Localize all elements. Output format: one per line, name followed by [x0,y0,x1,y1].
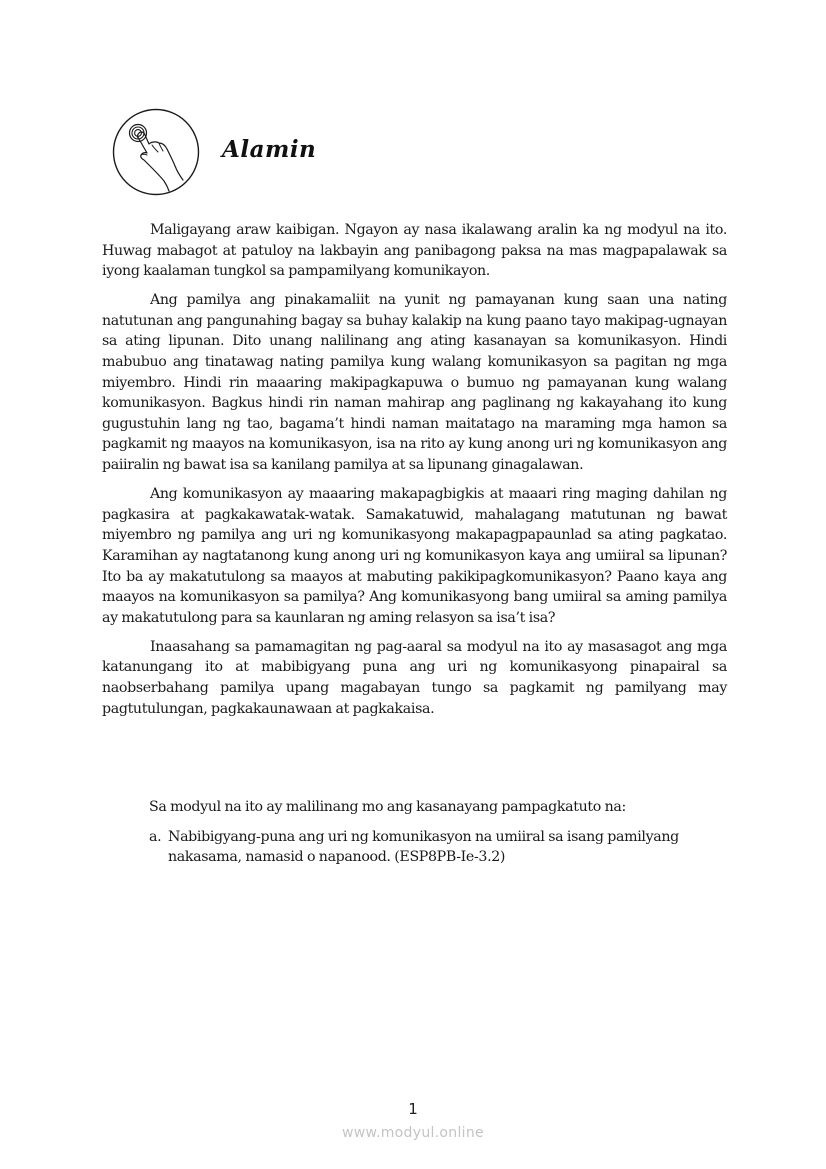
page-number: 1 [408,1100,418,1118]
objective-text: Nabibigyang-puna ang uri ng komunikasyon na umiiral sa isang pamilyang nakasama, namasid o napanood. (ESP8PB-Ie-3.2) [168,828,679,866]
watermark: www.modyul.online [342,1125,484,1141]
paragraph-communication: Ang komunikasyon ay maaaring makapagbigkis at maaari ring maging dahilan ng pagkasira at pagkakawatak-watak. Samakatuwid, mahalagang matutunan ng bawat miyembro ng pamilya ang uri ng komunikasyong makapagpapaunlad sa ating pagkatao. Karamihan ay nagtatanong kung anong uri ng komunikasyon kaya ang umiiral sa lipunan? Ito ba ay makatutulong sa maayos at mabuting pakikipagkomunikasyon? Paano kaya ang maayos na komunikasyon sa pamilya? Ang komunikasyong bang umiiral sa aming pamilya ay makatutulong para sa kaunlaran ng aming relasyon sa isa’t isa? [102,486,727,626]
paragraph-expectation: Inaasahang sa pamamagitan ng pag-aaral sa modyul na ito ay masasagot ang mga katanungang ito at mabibigyang puna ang uri ng komunikasyong pinapairal sa naobserbahang pamilya upang magabayan tungo sa pagkamit ng pamilyang may pagtutulungan, pagkakaunawaan at pagkakaisa. [102,638,727,717]
body-text [102,220,727,719]
objectives-intro: Sa modyul na ito ay malilinang mo ang kasanayang pampagkatuto na: [149,799,626,815]
paragraph-intro: Maligayang araw kaibigan. Ngayon ay nasa ikalawang aralin ka ng modyul na ito. Huwag mabagot at patuloy na lakbayin ang panibagong paksa na mas magpapalawak sa iyong kaalaman tungkol sa pampamilyang komunikayon. [102,222,727,280]
objective-marker: a. [149,828,162,845]
section-header [112,107,200,197]
touch-hand-icon [112,108,200,196]
section-title: Alamin [222,136,317,163]
objective-item [149,827,729,868]
learning-objectives [149,797,729,868]
paragraph-family: Ang pamilya ang pinakamaliit na yunit ng pamayanan kung saan una nating natutunan ang pangunahing bagay sa buhay kalakip na kung paano tayo makipag-ugnayan sa ating lipunan. Dito unang nalilinang ang ating kasanayan sa komunikasyon. Hindi mabubuo ang tinatawag nating pamilya kung walang komunikasyon sa pagitan ng mga miyembro. Hindi rin maaaring makipagkapuwa o bumuo ng pamayanan kung walang komunikasyon. Bagkus hindi rin naman mahirap ang paglinang ng kakayahang ito kung gugustuhin lang ng tao, bagama’t hindi naman maitatago na maraming mga hamon sa pagkamit ng maayos na komunikasyon, isa na rito ay kung anong uri ng komunikasyon ang paiiralin ng bawat isa sa kanilang pamilya at sa lipunang ginagalawan. [102,292,727,474]
